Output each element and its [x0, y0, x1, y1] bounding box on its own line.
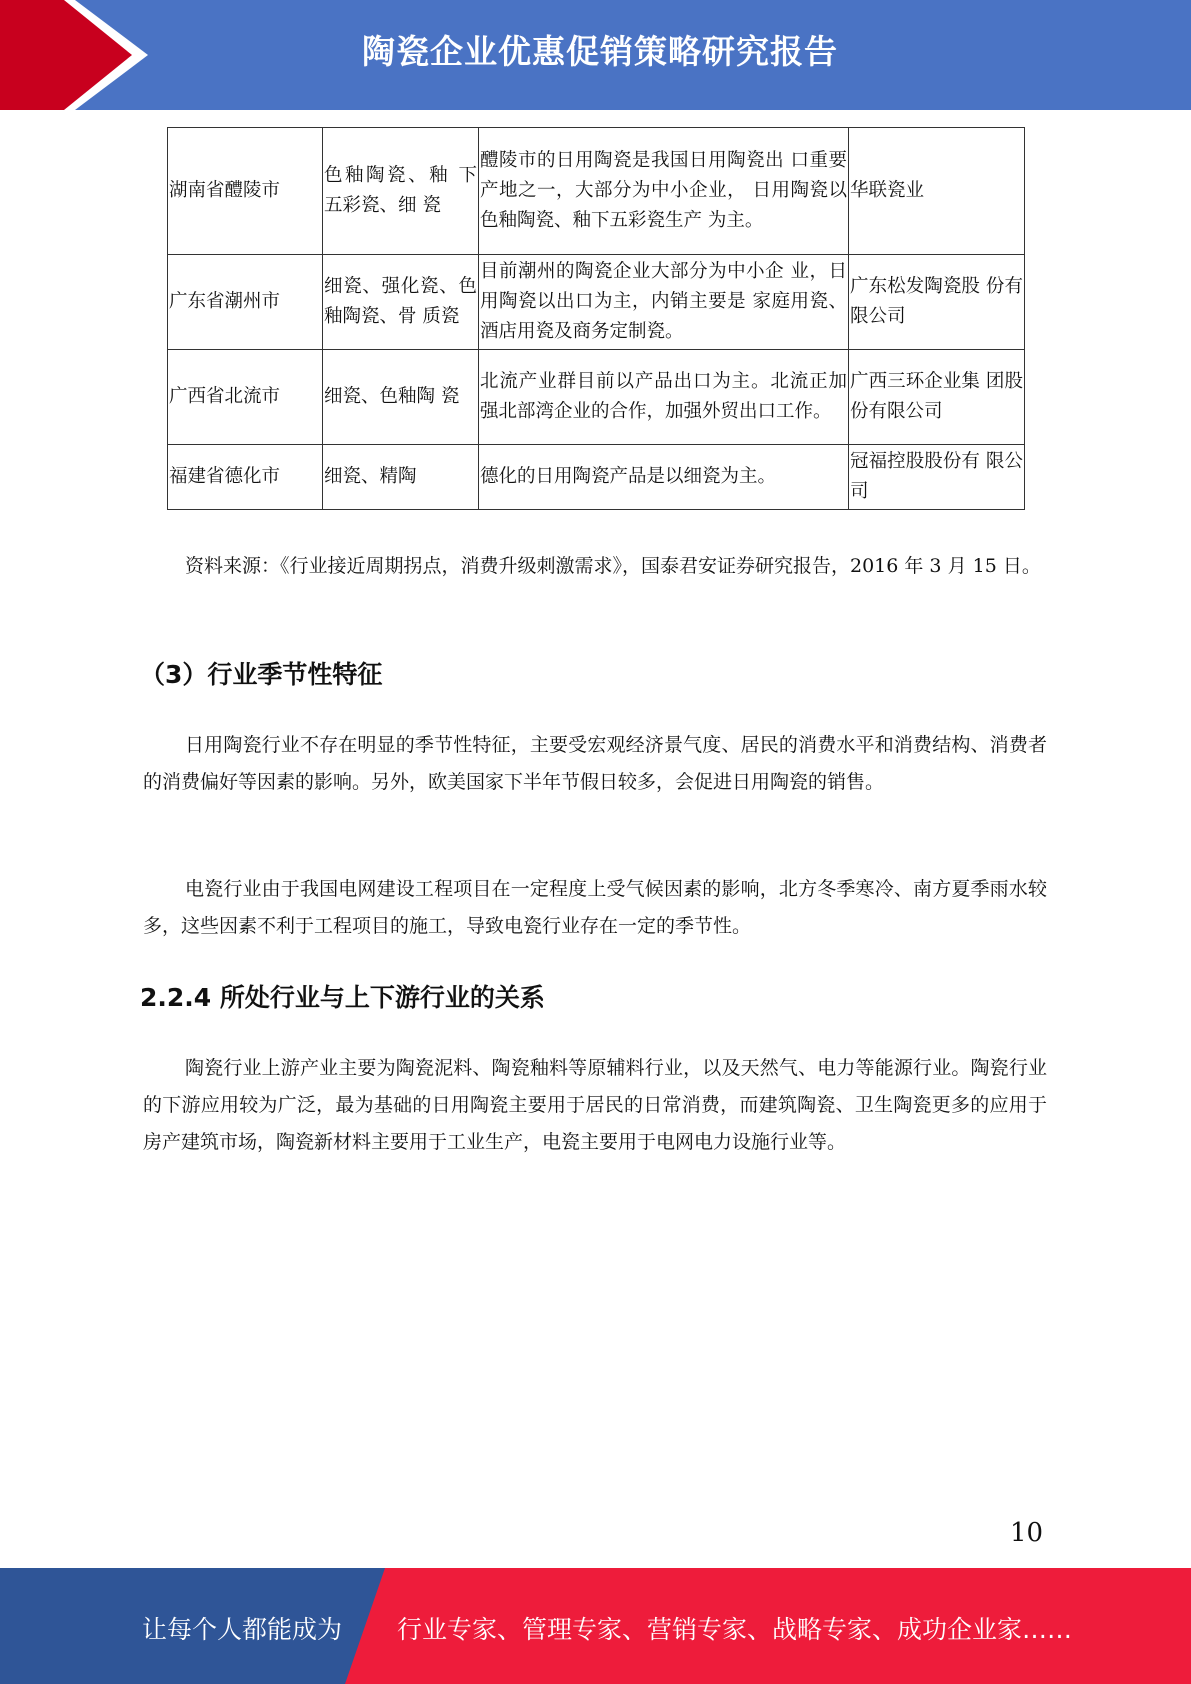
table-row — [168, 445, 1025, 510]
table-cell-region: 广东省潮州市 — [168, 255, 323, 350]
table-cell-company: 广东松发陶瓷股 份有限公司 — [849, 255, 1025, 350]
table-row — [168, 128, 1025, 255]
table-cell-region: 湖南省醴陵市 — [168, 128, 323, 255]
footer-slogan-left: 让每个人都能成为 — [142, 1615, 343, 1644]
table-row — [168, 255, 1025, 350]
section-heading-upstream-downstream: 2.2.4 所处行业与上下游行业的关系 — [140, 983, 545, 1012]
table-cell-company: 华联瓷业 — [849, 128, 1025, 255]
table-cell-description: 目前潮州的陶瓷企业大部分为中小企 业，日用陶瓷以出口为主，内销主要是 家庭用瓷、酒店用瓷及商务定制瓷。 — [479, 255, 849, 350]
footer-slogan-right: 行业专家、管理专家、营销专家、战略专家、成功企业家…… — [397, 1615, 1073, 1644]
header-arrow-decoration — [0, 0, 150, 110]
table-cell-company: 冠福控股股份有 限公司 — [849, 445, 1025, 510]
table-cell-description: 德化的日用陶瓷产品是以细瓷为主。 — [479, 445, 849, 510]
document-title: 陶瓷企业优惠促销策略研究报告 — [362, 32, 838, 71]
paragraph-upstream-downstream: 陶瓷行业上游产业主要为陶瓷泥料、陶瓷釉料等原辅料行业，以及天然气、电力等能源行业。陶瓷行业的下游应用较为广泛，最为基础的日用陶瓷主要用于居民的日常消费，而建筑陶瓷、卫生陶瓷更多的应用于房产建筑市场，陶瓷新材料主要用于工业生产，电瓷主要用于电网电力设施行业等。 — [143, 1057, 1047, 1153]
table-cell-products: 细瓷、强化瓷、色釉陶瓷、骨 质瓷 — [323, 255, 479, 350]
paragraph-seasonality-2: 电瓷行业由于我国电网建设工程项目在一定程度上受气候因素的影响，北方冬季寒冷、南方夏季雨水较多，这些因素不利于工程项目的施工，导致电瓷行业存在一定的季节性。 — [143, 878, 1047, 937]
paragraph-seasonality-1: 日用陶瓷行业不存在明显的季节性特征，主要受宏观经济景气度、居民的消费水平和消费结构、消费者的消费偏好等因素的影响。另外，欧美国家下半年节假日较多，会促进日用陶瓷的销售。 — [143, 734, 1047, 793]
table-cell-description: 北流产业群目前以产品出口为主。北流正加强北部湾企业的合作，加强外贸出口工作。 — [479, 350, 849, 445]
table-cell-region: 广西省北流市 — [168, 350, 323, 445]
table-cell-description: 醴陵市的日用陶瓷是我国日用陶瓷出 口重要产地之一，大部分为中小企业， 日用陶瓷以色釉陶瓷、釉下五彩瓷生产 为主。 — [479, 128, 849, 255]
table-cell-products: 细瓷、精陶 — [323, 445, 479, 510]
table-cell-region: 福建省德化市 — [168, 445, 323, 510]
table-cell-products: 色釉陶瓷、釉 下五彩瓷、细 瓷 — [323, 128, 479, 255]
table-cell-company: 广西三环企业集 团股份有限公司 — [849, 350, 1025, 445]
source-note: 资料来源：《行业接近周期拐点，消费升级刺激需求》，国泰君安证券研究报告，2016 年 3 月 15 日。 — [185, 555, 1041, 577]
region-table — [167, 127, 1025, 510]
page-number: 10 — [1010, 1518, 1044, 1548]
section-heading-seasonality: （3）行业季节性特征 — [140, 660, 383, 689]
table-cell-products: 细瓷、色釉陶 瓷 — [323, 350, 479, 445]
table-row — [168, 350, 1025, 445]
page-header — [0, 0, 1191, 110]
